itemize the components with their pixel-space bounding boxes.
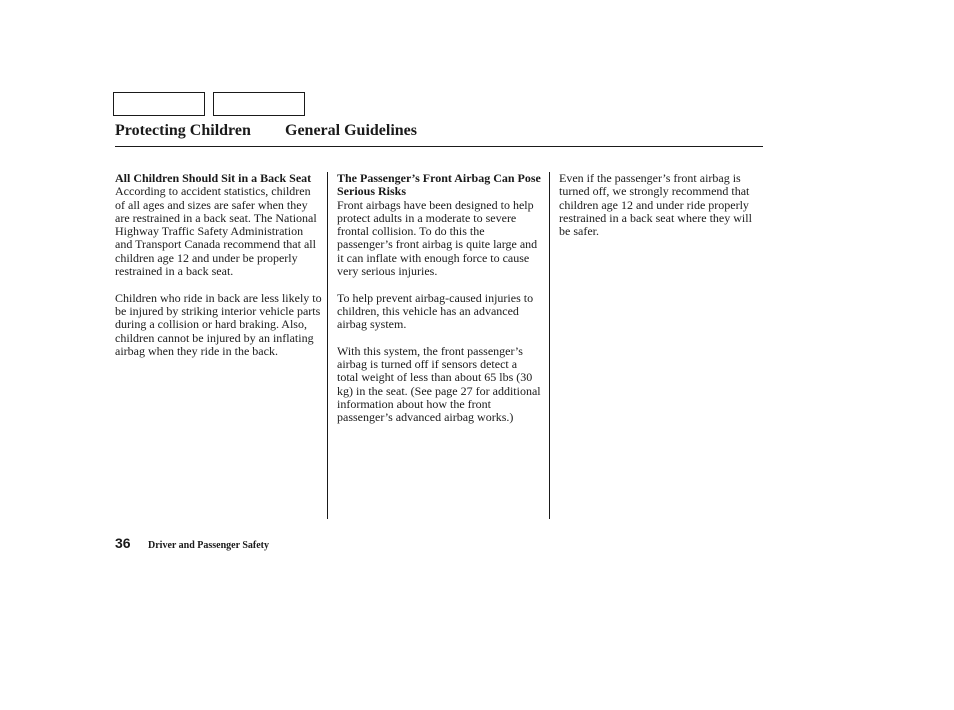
section-title: Protecting Children [115, 122, 251, 139]
column-heading: The Passenger’s Front Airbag Can Pose Serious Risks [337, 171, 541, 199]
paragraph: Front airbags have been designed to help protect adults in a moderate to severe frontal collision. To do this the passenger’s front airbag is quite large and it can inflate with enough force to cause very serious injuries. [337, 197, 538, 279]
paragraph: With this system, the front passenger’s airbag is turned off if sensors detect a total weight of less than about 65 lbs (30 kg) in the seat. (See page 27 for additional information about how the front passenger’s advanced airbag works.) [337, 343, 541, 425]
paragraph: According to accident statistics, children of all ages and sizes are safer when they are restrained in a back seat. The National Highway Traffic Safety Administration and Transport Canada recommend that all children age 12 and under be properly restrained in a back seat. [115, 184, 317, 279]
paragraph: Children who ride in back are less likely to be injured by striking interior vehicle parts during a collision or hard braking. Also, children cannot be injured by an inflating airbag when they ride in the back. [115, 290, 322, 358]
text-column-3 [559, 172, 763, 252]
page-number: 36 [115, 535, 131, 551]
text-column-1 [115, 172, 323, 371]
chapter-label: Driver and Passenger Safety [148, 540, 270, 551]
column-divider [327, 172, 328, 519]
column-heading: All Children Should Sit in a Back Seat [115, 171, 312, 185]
paragraph: Even if the passenger’s front airbag is turned off, we strongly recommend that children age 12 and under ride properly restrained in a back seat where they will be safer. [559, 171, 752, 239]
topic-title: General Guidelines [285, 122, 417, 139]
section-tab-box-1 [113, 92, 205, 116]
page-header [115, 120, 763, 147]
section-tab-box-2 [213, 92, 305, 116]
column-divider [549, 172, 550, 519]
paragraph: To help prevent airbag-caused injuries to children, this vehicle has an advanced airbag system. [337, 290, 534, 332]
text-column-2 [337, 172, 541, 438]
